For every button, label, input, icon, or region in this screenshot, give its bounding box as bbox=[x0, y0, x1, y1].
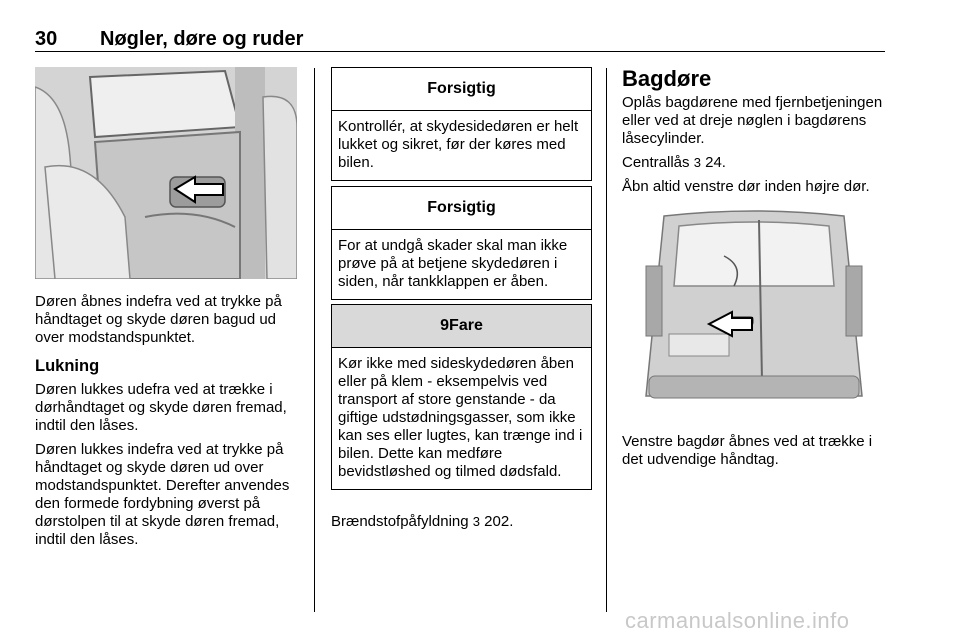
danger-title-label: Fare bbox=[449, 317, 483, 334]
danger-box bbox=[331, 304, 592, 490]
central-lock-label: Centrallås bbox=[622, 154, 690, 171]
left-column-text bbox=[35, 293, 299, 555]
fuel-reference bbox=[331, 513, 593, 537]
sliding-door-interior-illustration bbox=[35, 67, 297, 279]
right-column-text bbox=[622, 66, 886, 202]
closing-paragraph-inside: Døren lukkes indefra ved at trykke på håndtaget og skyde døren ud over modstandspunktet. Derefter anvendes den formede fordybning øverst på dørstolpen til at skyde døren fremad, indtil den låses. bbox=[35, 441, 290, 548]
column-divider-left bbox=[314, 68, 315, 612]
warning-triangle-icon: 9 bbox=[440, 317, 450, 334]
danger-text: Kør ikke med sideskydedøren åben eller på klem - eksempelvis ved transport af store genstande - da giftige udstødningsgasser, som ikke kan ses eller lugtes, kan trænge ind i bilen. Dette kan medføre bevidstløshed og tilmed dødsfald. bbox=[338, 355, 583, 480]
caution-text-1: Kontrollér, at skydesidedøren er helt lukket og sikret, før der køres med bilen. bbox=[338, 118, 579, 171]
caution-title-1: Forsigtig bbox=[332, 68, 591, 111]
page-reference-arrow-icon: 3 bbox=[693, 155, 701, 170]
section-heading-bagdore: Bagdøre bbox=[622, 66, 712, 91]
unlock-paragraph: Oplås bagdørene med fjernbetjeningen eller ved at dreje nøglen i bagdørens låsecylinder. bbox=[622, 94, 883, 147]
chapter-title: Nøgler, døre og ruder bbox=[100, 28, 304, 50]
page-number: 30 bbox=[35, 28, 58, 50]
section-heading-lukning: Lukning bbox=[35, 357, 100, 375]
central-lock-page: 24. bbox=[705, 154, 726, 171]
caution-box-2 bbox=[331, 186, 592, 300]
door-order-paragraph: Åbn altid venstre dør inden højre dør. bbox=[622, 178, 870, 195]
fuel-reference-page: 202. bbox=[484, 513, 514, 530]
column-divider-right bbox=[606, 68, 607, 612]
caution-title-2: Forsigtig bbox=[332, 187, 591, 230]
caution-text-2: For at undgå skader skal man ikke prøve på at betjene skydedøren i siden, når tankklappen er åben. bbox=[338, 237, 568, 290]
page-header bbox=[35, 28, 885, 52]
rear-door-caption: Venstre bagdør åbnes ved at trække i det udvendige håndtag. bbox=[622, 433, 873, 468]
fuel-reference-label: Brændstofpåfyldning bbox=[331, 513, 469, 530]
rear-doors-illustration bbox=[624, 206, 884, 414]
danger-title bbox=[332, 305, 591, 348]
closing-paragraph-outside: Døren lukkes udefra ved at trække i dørhåndtaget og skyde døren fremad, indtil den låses. bbox=[35, 381, 287, 434]
page-reference-arrow-icon: 3 bbox=[472, 514, 480, 529]
caution-box-1 bbox=[331, 67, 592, 181]
watermark: carmanualsonline.info bbox=[625, 608, 850, 633]
header-divider bbox=[35, 51, 885, 52]
rear-door-caption-block bbox=[622, 433, 886, 475]
interior-door-caption: Døren åbnes indefra ved at trykke på håndtaget og skyde døren bagud ud over modstandspunktet. bbox=[35, 293, 282, 346]
